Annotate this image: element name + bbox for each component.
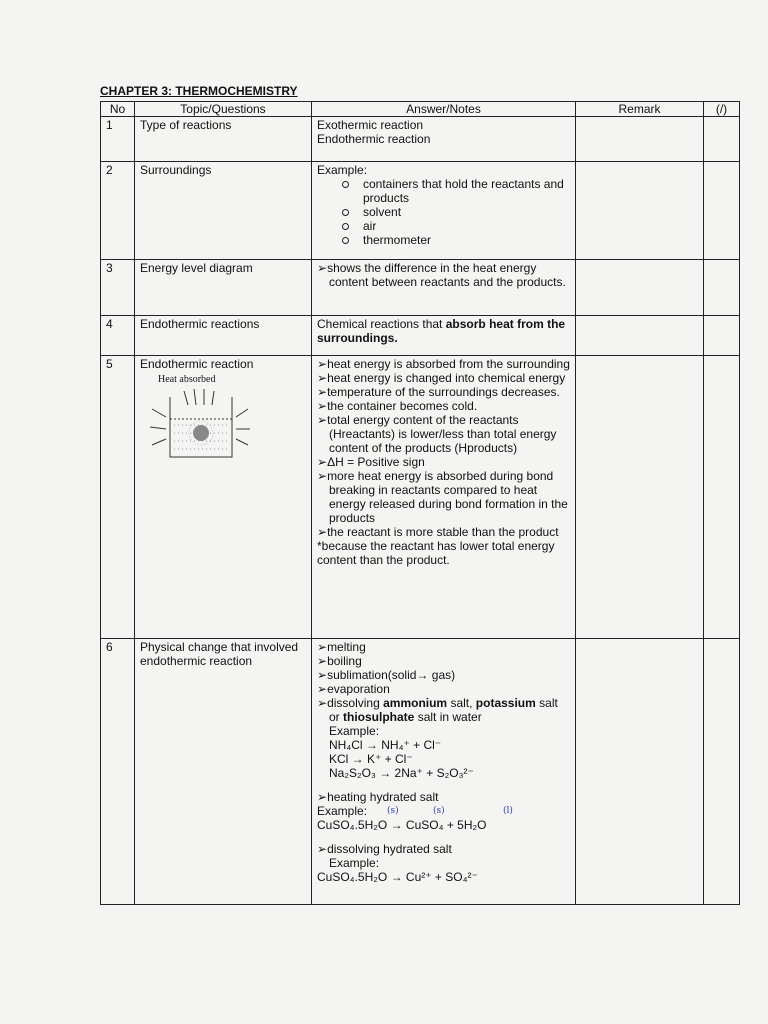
list-item: air — [317, 219, 570, 233]
row-answer — [312, 316, 576, 356]
equation: NH₄Cl → NH₄⁺ + Cl⁻ — [329, 738, 442, 752]
arrow-bullet: ➢total energy content of the reactants (Hreactants) is lower/less than total energy content of the products (Hproducts) — [317, 413, 557, 455]
chapter-title: CHAPTER 3: THERMOCHEMISTRY — [100, 84, 298, 98]
arrow-bullet: ➢more heat energy is absorbed during bond breaking in reactants compared to heat energy released during bond formation in the products — [317, 469, 568, 525]
arrow-bullet: ➢the container becomes cold. — [317, 399, 478, 413]
arrow-bullet: ➢boiling — [317, 654, 362, 668]
equation: KCl → K⁺ + Cl⁻ — [329, 752, 413, 766]
row-number: 3 — [101, 260, 135, 316]
row-number: 1 — [101, 117, 135, 162]
remark-cell[interactable] — [576, 356, 704, 639]
row-topic — [135, 356, 312, 639]
equation: CuSO₄.5H₂O → CuSO₄ + 5H₂O — [317, 818, 487, 832]
row-topic: Physical change that involved endothermic reaction — [135, 639, 312, 905]
table-row — [101, 117, 740, 162]
arrow-bullet: ➢dissolving hydrated salt — [317, 842, 452, 856]
arrow-bullet: ➢evaporation — [317, 682, 390, 696]
row-number: 2 — [101, 162, 135, 260]
arrow-bullet: ➢temperature of the surroundings decreases. — [317, 385, 560, 399]
row-answer — [312, 162, 576, 260]
header-tick: (/) — [704, 102, 740, 117]
row-answer — [312, 117, 576, 162]
tick-cell[interactable] — [704, 162, 740, 260]
header-answer: Answer/Notes — [312, 102, 576, 117]
table-row — [101, 260, 740, 316]
row-topic: Energy level diagram — [135, 260, 312, 316]
answer-line: Endothermic reaction — [317, 132, 431, 146]
table-row — [101, 162, 740, 260]
arrow-bullet: ➢melting — [317, 640, 366, 654]
topic-text: Endothermic reaction — [140, 357, 254, 371]
remark-cell[interactable] — [576, 260, 704, 316]
list-item: solvent — [317, 205, 570, 219]
row-answer — [312, 356, 576, 639]
row-number: 4 — [101, 316, 135, 356]
table-row — [101, 356, 740, 639]
tick-cell[interactable] — [704, 316, 740, 356]
tick-cell[interactable] — [704, 260, 740, 316]
example-label: Example: (s) (s) (l) — [317, 804, 570, 818]
answer-line: Exothermic reaction — [317, 118, 424, 132]
answer-bold-text: absorb heat from the surroundings. — [317, 317, 566, 345]
endothermic-beaker-diagram — [150, 389, 250, 461]
arrow-bullet: ➢ΔH = Positive sign — [317, 455, 425, 469]
row-number: 5 — [101, 356, 135, 639]
row-answer — [312, 260, 576, 316]
equation: Na₂S₂O₃ → 2Na⁺ + S₂O₃²⁻ — [329, 766, 474, 780]
remark-cell[interactable] — [576, 316, 704, 356]
header-no: No — [101, 102, 135, 117]
row-topic: Endothermic reactions — [135, 316, 312, 356]
remark-cell[interactable] — [576, 117, 704, 162]
row-answer — [312, 639, 576, 905]
arrow-bullet: ➢dissolving ammonium salt, potassium salt or thiosulphate salt in water — [317, 696, 558, 724]
tick-cell[interactable] — [704, 639, 740, 905]
example-label: Example: — [329, 856, 380, 870]
arrow-bullet: ➢heat energy is changed into chemical energy — [317, 371, 566, 385]
example-label: Example: — [329, 724, 380, 738]
thermochemistry-table — [100, 101, 740, 905]
arrow-bullet: ➢heat energy is absorbed from the surrounding — [317, 357, 570, 371]
table-row — [101, 639, 740, 905]
arrow-bullet: ➢shows the difference in the heat energy content between reactants and the products. — [317, 261, 566, 289]
answer-intro: Example: — [317, 163, 368, 177]
table-row — [101, 316, 740, 356]
handwritten-state-notes: (s) (s) (l) — [387, 806, 513, 816]
answer-note: *because the reactant has lower total energy content than the product. — [317, 539, 555, 567]
diagram-label: Heat absorbed — [158, 374, 216, 385]
tick-cell[interactable] — [704, 356, 740, 639]
list-item: containers that hold the reactants and products — [317, 177, 570, 205]
answer-text: Chemical reactions that — [317, 317, 446, 331]
remark-cell[interactable] — [576, 639, 704, 905]
header-topic: Topic/Questions — [135, 102, 312, 117]
list-item: thermometer — [317, 233, 570, 247]
equation: CuSO₄.5H₂O → Cu²⁺ + SO₄²⁻ — [317, 870, 478, 884]
remark-cell[interactable] — [576, 162, 704, 260]
header-remark: Remark — [576, 102, 704, 117]
row-topic: Type of reactions — [135, 117, 312, 162]
row-topic: Surroundings — [135, 162, 312, 260]
arrow-bullet: ➢the reactant is more stable than the product — [317, 525, 559, 539]
tick-cell[interactable] — [704, 117, 740, 162]
arrow-bullet: ➢heating hydrated salt — [317, 790, 439, 804]
row-number: 6 — [101, 639, 135, 905]
arrow-bullet: ➢sublimation(solid→ gas) — [317, 668, 456, 682]
table-header-row — [101, 102, 740, 117]
